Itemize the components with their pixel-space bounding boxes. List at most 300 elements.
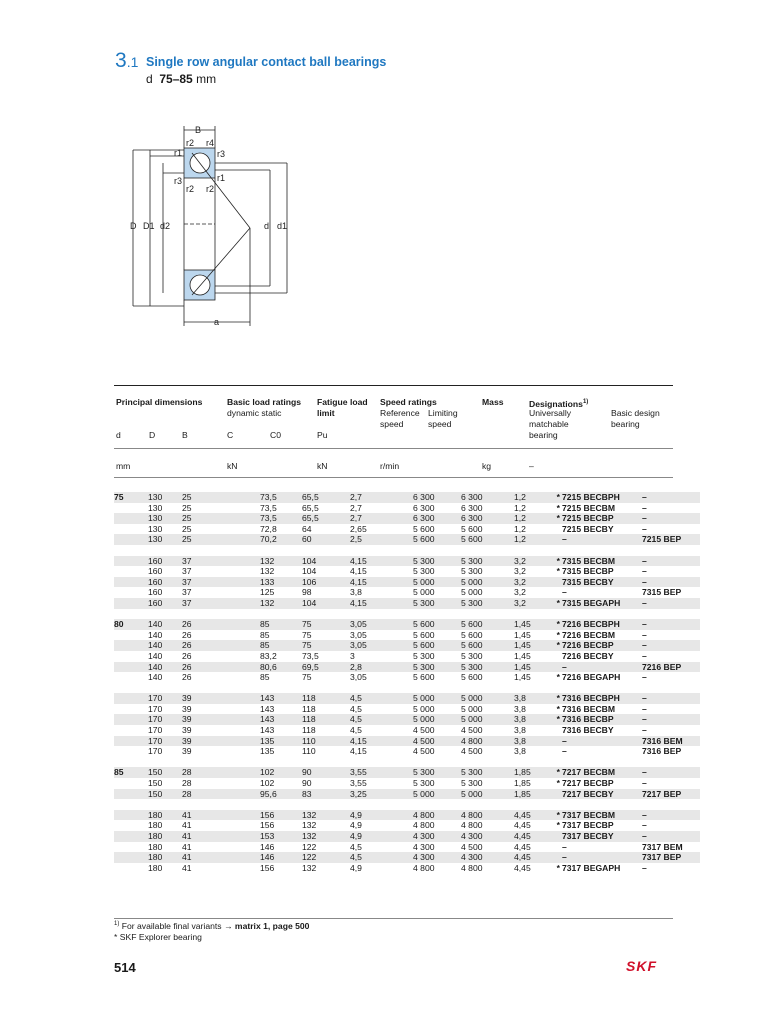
cell-star: *	[551, 619, 562, 630]
cell-C0: 132	[302, 820, 317, 831]
cell-Pu: 4,9	[350, 831, 413, 842]
cell-D: 170	[148, 714, 182, 725]
table-gap-row	[114, 799, 700, 810]
cell-des: 7316 BECBP	[562, 714, 642, 725]
unit-mm: mm	[116, 461, 131, 471]
cell-B: 41	[182, 852, 260, 863]
table-gap-row	[114, 683, 700, 694]
cell-ref: 5 600	[413, 640, 461, 651]
cell-des: 7217 BECBP	[562, 778, 614, 789]
table-row	[114, 810, 700, 821]
cell-lim: 6 300	[461, 502, 483, 513]
cell-D: 140	[148, 640, 182, 651]
cell-C0: 110	[302, 736, 350, 747]
cell-C: 85	[260, 672, 270, 683]
cell-B: 39	[182, 693, 260, 704]
col-header-universally: Universally	[529, 408, 572, 418]
cell-star: *	[551, 714, 562, 725]
cell-C: 72,8	[260, 523, 277, 534]
cell-D: 170	[148, 725, 163, 736]
cell-basic: 7315 BEP	[642, 587, 682, 598]
cell-d	[114, 778, 148, 789]
cell-basic: –	[642, 556, 700, 567]
cell-D: 130	[148, 502, 163, 513]
cell-D: 180	[148, 820, 163, 831]
cell-Pu: 3,05	[350, 672, 367, 683]
cell-Pu: 4,15	[350, 736, 413, 747]
cell-d: 85	[114, 767, 148, 778]
cell-Pu: 4,9	[350, 862, 362, 873]
cell-C0: 122	[302, 852, 350, 863]
cell-ref: 5 300	[413, 767, 461, 778]
cell-lim: 4 800	[461, 820, 483, 831]
cell-mass: 1,45	[514, 640, 551, 651]
cell-d	[114, 725, 148, 736]
cell-C: 153	[260, 831, 302, 842]
unit-kN-load: kN	[227, 461, 238, 471]
cell-basic: –	[642, 619, 700, 630]
cell-C: 146	[260, 841, 275, 852]
cell-D: 180	[148, 831, 182, 842]
cell-C0: 118	[302, 725, 316, 736]
cell-Pu: 2,5	[350, 534, 413, 545]
cell-d	[114, 852, 148, 863]
cell-B: 28	[182, 789, 260, 800]
dim-label-r3: r3	[217, 149, 226, 159]
cell-star	[551, 831, 562, 842]
cell-lim: 5 000	[461, 703, 483, 714]
cell-C0: 118	[302, 714, 350, 725]
cell-star	[551, 725, 562, 736]
cell-C0: 69,5	[302, 662, 350, 673]
table-row	[114, 566, 700, 577]
cell-d	[114, 524, 148, 535]
cell-C: 143	[260, 693, 302, 704]
footnote-1: $^{1)}$ For available final variants → matrix 1, page 500	[114, 921, 310, 931]
cell-des: 7216 BECBP	[562, 640, 642, 651]
cell-lim: 4 300	[461, 831, 514, 842]
cell-C0: 64	[302, 523, 312, 534]
cell-mass: 3,2	[514, 587, 526, 598]
unit-kN-fatigue: kN	[317, 461, 328, 471]
section-number: 3.1	[115, 49, 139, 72]
cell-des: 7317 BECBY	[562, 831, 642, 842]
cell-B: 26	[182, 640, 260, 651]
table-row	[114, 598, 700, 609]
cell-d	[114, 640, 148, 651]
table-row	[114, 492, 700, 503]
cell-mass: 4,45	[514, 831, 551, 842]
cell-d	[114, 714, 148, 725]
cell-D: 170	[148, 736, 182, 747]
cell-lim: 4 300	[461, 852, 514, 863]
cell-basic: –	[642, 502, 647, 513]
cell-star	[551, 852, 562, 863]
cell-lim: 5 600	[461, 629, 483, 640]
cell-Pu: 2,7	[350, 502, 362, 513]
cell-d: 80	[114, 619, 148, 630]
cell-D: 140	[148, 672, 163, 683]
cell-C: 85	[260, 619, 302, 630]
cell-ref: 5 300	[413, 662, 461, 673]
cell-D: 150	[148, 778, 163, 789]
cell-basic: –	[642, 513, 700, 524]
col-symbol-d: d	[116, 430, 121, 440]
cell-Pu: 2,8	[350, 662, 413, 673]
table-row	[114, 852, 700, 863]
cell-d	[114, 503, 148, 514]
cell-D: 180	[148, 810, 182, 821]
cell-star	[551, 736, 562, 747]
cell-ref: 4 300	[413, 852, 461, 863]
cell-C0: 65,5	[302, 502, 319, 513]
cell-basic: 7317 BEP	[642, 852, 700, 863]
cell-Pu: 4,9	[350, 820, 362, 831]
cell-star: *	[551, 767, 562, 778]
cell-D: 130	[148, 513, 182, 524]
cell-des: –	[562, 534, 642, 545]
cell-lim: 4 500	[461, 725, 483, 736]
cell-Pu: 4,15	[350, 566, 367, 577]
cell-B: 25	[182, 523, 192, 534]
page-subtitle: d 75–85 mm	[146, 72, 217, 86]
dim-label-r2-inner2: r2	[206, 184, 215, 194]
table-row	[114, 524, 700, 535]
cell-C: 135	[260, 746, 275, 757]
cell-B: 41	[182, 831, 260, 842]
cell-des: 7215 BECBPH	[562, 492, 642, 503]
col-symbol-B: B	[182, 430, 188, 440]
col-symbol-C: C	[227, 430, 234, 440]
cell-ref: 4 800	[413, 810, 461, 821]
cell-B: 41	[182, 820, 192, 831]
cell-C: 125	[260, 587, 275, 598]
footnote-rule	[114, 918, 673, 919]
cell-C: 132	[260, 598, 302, 609]
cell-basic: –	[642, 820, 647, 831]
cell-star: *	[551, 513, 562, 524]
table-row	[114, 767, 700, 778]
cell-star: *	[551, 556, 562, 567]
units-divider	[114, 477, 673, 478]
cell-des: 7316 BECBM	[562, 703, 616, 714]
cell-star: *	[556, 862, 560, 873]
cell-B: 39	[182, 725, 192, 736]
cell-mass: 1,2	[514, 492, 551, 503]
cell-B: 26	[182, 619, 260, 630]
cell-basic: –	[642, 725, 647, 736]
page-title: Single row angular contact ball bearings	[146, 55, 387, 69]
dim-label-D: D	[130, 221, 137, 231]
cell-lim: 6 300	[461, 513, 514, 524]
table-row	[114, 831, 700, 842]
cell-ref: 6 300	[413, 513, 461, 524]
cell-ref: 5 000	[413, 587, 435, 598]
cell-d	[114, 704, 148, 715]
cell-d	[114, 810, 148, 821]
cell-basic: 7216 BEP	[642, 662, 700, 673]
cell-D: 180	[148, 852, 182, 863]
cell-mass: 1,45	[514, 650, 531, 661]
cell-d	[114, 789, 148, 800]
cell-des: 7216 BECBM	[562, 629, 616, 640]
cell-mass: 4,45	[514, 820, 531, 831]
cell-B: 28	[182, 778, 192, 789]
cell-D: 160	[148, 577, 182, 588]
cell-Pu: 4,5	[350, 693, 413, 704]
cell-d	[114, 693, 148, 704]
cell-star: *	[551, 810, 562, 821]
cell-ref: 5 600	[413, 523, 435, 534]
cell-lim: 5 000	[461, 577, 514, 588]
cell-B: 39	[182, 746, 192, 757]
cell-des: –	[562, 587, 567, 598]
unit-kg: kg	[482, 461, 492, 471]
cell-lim: 5 600	[461, 640, 514, 651]
cell-D: 130	[148, 534, 182, 545]
cell-C: 143	[260, 703, 275, 714]
cell-Pu: 4,5	[350, 852, 413, 863]
table-gap-row	[114, 609, 700, 620]
dim-label-r2-inner: r2	[186, 184, 195, 194]
cell-ref: 4 500	[413, 736, 461, 747]
table-gap-row	[114, 545, 700, 556]
col-header-principal: Principal dimensions	[116, 397, 203, 407]
cell-mass: 3,8	[514, 693, 551, 704]
cell-mass: 4,45	[514, 852, 551, 863]
cell-d	[114, 672, 148, 683]
dim-label-d: d	[264, 221, 270, 231]
col-header-basic-load: Basic load ratings	[227, 397, 302, 407]
cell-des: 7215 BECBM	[562, 502, 616, 513]
col-symbol-Pu: Pu	[317, 430, 328, 440]
cell-des: 7315 BECBY	[562, 577, 642, 588]
cell-basic: –	[642, 862, 647, 873]
cell-C0: 104	[302, 598, 350, 609]
table-row	[114, 577, 700, 588]
cell-d	[114, 630, 148, 641]
cell-star: *	[556, 672, 560, 683]
table-row	[114, 725, 700, 736]
cell-lim: 4 800	[461, 810, 514, 821]
cell-C: 73,5	[260, 502, 277, 513]
cell-lim: 5 000	[461, 587, 483, 598]
cell-basic: –	[642, 703, 647, 714]
cell-basic: –	[642, 640, 700, 651]
cell-mass: 3,8	[514, 746, 526, 757]
cell-Pu: 4,5	[350, 703, 362, 714]
cell-C: 102	[260, 778, 275, 789]
cell-d	[114, 831, 148, 842]
cell-star: *	[551, 640, 562, 651]
cell-C0: 104	[302, 556, 350, 567]
cell-d	[114, 556, 148, 567]
cell-D: 170	[148, 746, 163, 757]
cell-ref: 5 000	[413, 693, 461, 704]
table-row	[114, 693, 700, 704]
cell-C: 133	[260, 577, 302, 588]
cell-C0: 65,5	[302, 513, 350, 524]
cell-lim: 4 500	[461, 746, 483, 757]
cell-d	[114, 662, 148, 673]
cell-d	[114, 863, 148, 874]
cell-lim: 5 300	[461, 566, 483, 577]
col-symbol-D: D	[149, 430, 156, 440]
cell-C0: 132	[302, 831, 350, 842]
cell-B: 39	[182, 714, 260, 725]
cell-star	[551, 662, 562, 673]
cell-basic: –	[642, 577, 700, 588]
cell-star: *	[556, 820, 560, 831]
cell-mass: 1,85	[514, 778, 531, 789]
cell-C0: 104	[302, 566, 317, 577]
col-header-reference-2: speed	[380, 419, 404, 429]
cell-ref: 5 600	[413, 619, 461, 630]
cell-B: 39	[182, 736, 260, 747]
cell-B: 25	[182, 513, 260, 524]
cell-C: 70,2	[260, 534, 302, 545]
cell-ref: 5 000	[413, 789, 461, 800]
cell-basic: –	[642, 810, 700, 821]
cell-C0: 73,5	[302, 650, 319, 661]
cell-star: *	[551, 598, 562, 609]
cell-Pu: 4,15	[350, 556, 413, 567]
cell-star	[551, 587, 562, 598]
cell-Pu: 2,65	[350, 523, 367, 534]
cell-mass: 3,8	[514, 736, 551, 747]
cell-star: *	[556, 703, 560, 714]
cell-mass: 1,45	[514, 629, 531, 640]
cell-des: –	[562, 662, 642, 673]
cell-ref: 4 800	[413, 820, 435, 831]
cell-mass: 3,2	[514, 556, 551, 567]
cell-d	[114, 651, 148, 662]
cell-mass: 4,45	[514, 862, 531, 873]
cell-C: 132	[260, 556, 302, 567]
cell-d	[114, 842, 148, 853]
cell-lim: 4 500	[461, 841, 483, 852]
cell-D: 140	[148, 619, 182, 630]
cell-basic: –	[642, 598, 700, 609]
cell-basic: 7316 BEP	[642, 746, 682, 757]
cell-C0: 90	[302, 767, 350, 778]
cell-star	[551, 524, 562, 535]
cell-star: *	[551, 693, 562, 704]
cell-Pu: 4,9	[350, 810, 413, 821]
cell-lim: 5 300	[461, 598, 514, 609]
cell-mass: 1,2	[514, 523, 526, 534]
cell-lim: 5 600	[461, 619, 514, 630]
cell-Pu: 3,25	[350, 789, 413, 800]
cell-ref: 4 800	[413, 862, 435, 873]
cell-des: 7315 BECBP	[562, 566, 614, 577]
col-header-basic-design-2: bearing	[611, 419, 640, 429]
table-row	[114, 556, 700, 567]
cell-C0: 118	[302, 693, 350, 704]
cell-C: 156	[260, 810, 302, 821]
cell-mass: 1,45	[514, 672, 531, 683]
cell-Pu: 3,55	[350, 778, 367, 789]
table-row	[114, 513, 700, 524]
cell-basic: 7317 BEM	[642, 841, 683, 852]
cell-mass: 1,2	[514, 502, 526, 513]
cell-d	[114, 598, 148, 609]
cell-star	[551, 842, 562, 853]
table-row	[114, 842, 700, 853]
dim-label-r1: r1	[174, 148, 183, 158]
cell-star: *	[551, 492, 562, 503]
header-divider	[114, 448, 673, 449]
cell-d	[114, 820, 148, 831]
dim-label-d1: d1	[277, 221, 288, 231]
cell-D: 180	[148, 841, 163, 852]
cell-lim: 6 300	[461, 492, 514, 503]
cell-basic: –	[642, 831, 700, 842]
cell-lim: 5 600	[461, 534, 514, 545]
cell-D: 130	[148, 523, 163, 534]
cell-D: 160	[148, 566, 163, 577]
cell-B: 37	[182, 598, 260, 609]
col-header-mass: Mass	[482, 397, 504, 407]
cell-d	[114, 566, 148, 577]
cell-des: 7215 BECBY	[562, 523, 614, 534]
cell-ref: 5 000	[413, 577, 461, 588]
cell-D: 170	[148, 703, 163, 714]
table-row	[114, 820, 700, 831]
cell-d	[114, 577, 148, 588]
table-row	[114, 778, 700, 789]
cell-basic: 7217 BEP	[642, 789, 700, 800]
cell-lim: 5 300	[461, 650, 483, 661]
dim-label-d2: d2	[160, 221, 171, 231]
col-header-basic-design: Basic design	[611, 408, 660, 418]
cell-lim: 5 600	[461, 523, 483, 534]
cell-B: 37	[182, 566, 192, 577]
cell-des: 7215 BECBP	[562, 513, 642, 524]
cell-Pu: 3,05	[350, 619, 413, 630]
table-row	[114, 587, 700, 598]
cell-lim: 5 000	[461, 693, 514, 704]
cell-D: 140	[148, 629, 163, 640]
cell-star: *	[556, 502, 560, 513]
cell-C0: 122	[302, 841, 317, 852]
cell-ref: 4 500	[413, 746, 435, 757]
cell-D: 130	[148, 492, 182, 503]
cell-des: 7316 BECBPH	[562, 693, 642, 704]
cell-des: 7217 BECBM	[562, 767, 642, 778]
cell-star: *	[556, 629, 560, 640]
cell-basic: –	[642, 523, 647, 534]
cell-des: –	[562, 746, 567, 757]
cell-Pu: 4,15	[350, 598, 413, 609]
cell-d	[114, 746, 148, 757]
cell-B: 25	[182, 534, 260, 545]
cell-Pu: 4,5	[350, 714, 413, 725]
cell-des: –	[562, 841, 567, 852]
cell-B: 26	[182, 650, 192, 661]
cell-C: 143	[260, 714, 302, 725]
cell-Pu: 4,15	[350, 577, 413, 588]
cell-ref: 5 000	[413, 703, 435, 714]
cell-basic: –	[642, 714, 700, 725]
cell-des: 7317 BECBM	[562, 810, 642, 821]
table-row	[114, 503, 700, 514]
cell-des: 7216 BEGAPH	[562, 672, 621, 683]
cell-basic: –	[642, 650, 647, 661]
dim-label-B: B	[195, 125, 202, 135]
cell-mass: 3,2	[514, 566, 526, 577]
cell-basic: –	[642, 778, 647, 789]
